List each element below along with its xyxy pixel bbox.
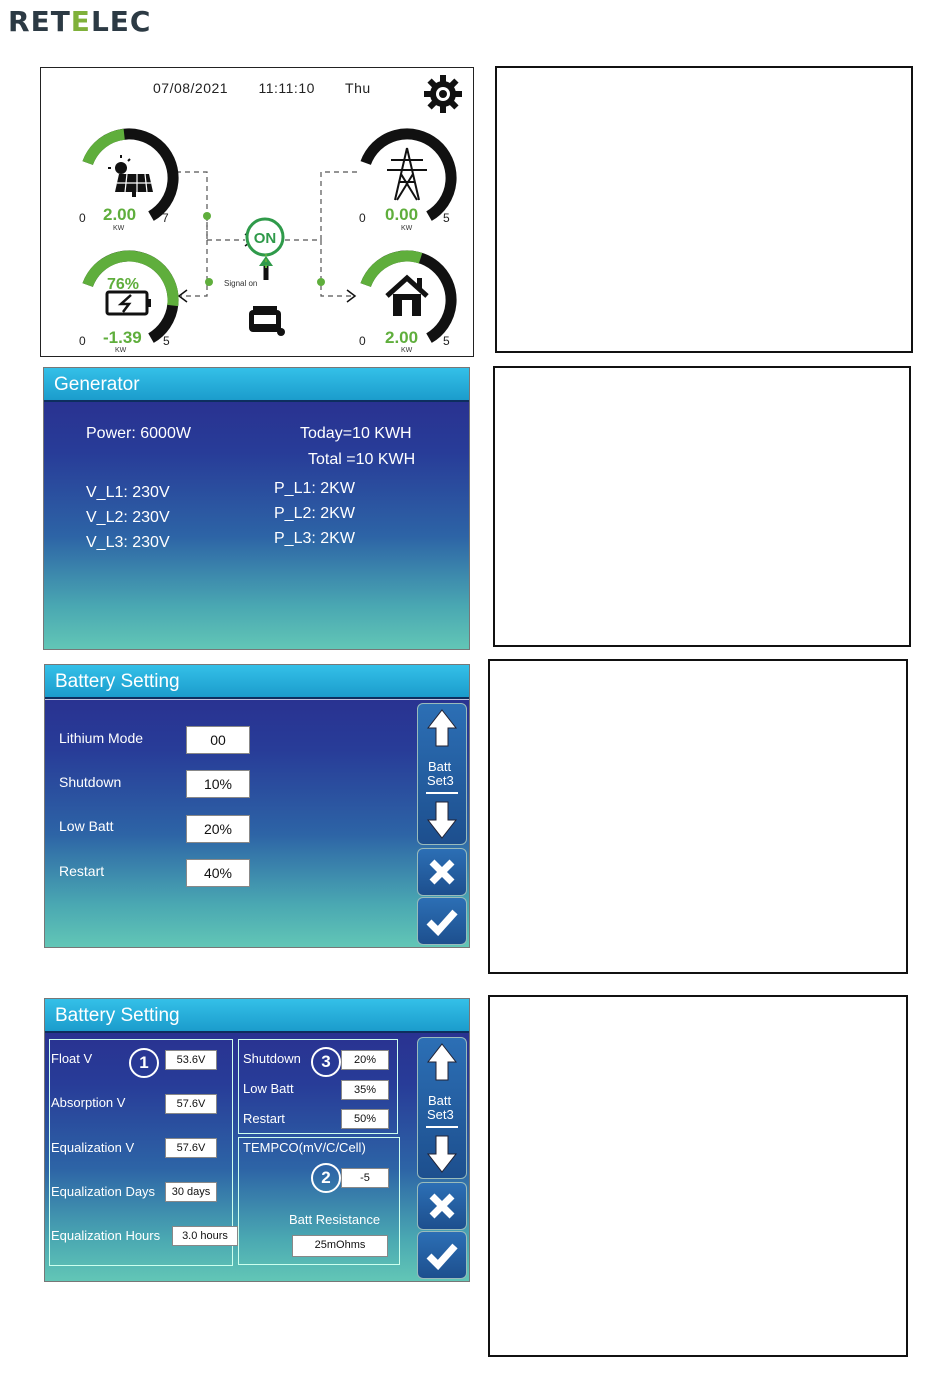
shutdown-label-2: Shutdown: [243, 1051, 301, 1066]
solar-value: 2.00: [103, 205, 137, 224]
solar-unit: KW: [113, 225, 125, 232]
float-v-label: Float V: [51, 1051, 93, 1066]
restart-field[interactable]: 40%: [186, 859, 250, 887]
float-v-field[interactable]: 53.6V: [165, 1050, 217, 1070]
shutdown-field-2[interactable]: 20%: [341, 1050, 389, 1070]
generator-screen: [43, 367, 470, 650]
low-batt-label-2: Low Batt: [243, 1081, 294, 1096]
low-batt-label: Low Batt: [59, 818, 114, 834]
battery-icon: [107, 292, 151, 314]
generator-title: Generator: [44, 368, 469, 402]
battery-setting-screen-2: [44, 998, 470, 1282]
generator-p-l2: P_L2: 2KW: [274, 505, 355, 522]
generator-p-l3: P_L3: 2KW: [274, 530, 355, 547]
solar-min: 0: [79, 211, 86, 225]
load-max: 5: [443, 334, 450, 348]
battery-setting-screen-1: [44, 664, 470, 948]
battery-setting-title-1: Battery Setting: [45, 665, 469, 699]
solar-gauge-fill: [88, 134, 125, 163]
retelec-logo: [8, 4, 151, 38]
generator-v-l1: V_L1: 230V: [86, 484, 170, 501]
up-arrow-icon: [428, 1044, 456, 1080]
gear-icon: [424, 75, 462, 113]
logo-text-r: R: [8, 4, 31, 38]
tempco-field[interactable]: -5: [341, 1168, 389, 1188]
absorption-v-label: Absorption V: [51, 1095, 126, 1110]
transmission-tower-icon: [387, 148, 427, 200]
restart-label-2: Restart: [243, 1111, 285, 1126]
time-text: 11:11:10: [258, 80, 315, 96]
logo-text-e: E: [70, 4, 91, 38]
signal-text: Signal on: [224, 279, 258, 288]
page-nav-group-1: [417, 703, 467, 845]
low-batt-field[interactable]: 20%: [186, 815, 250, 843]
equalization-hours-label: Equalization Hours: [51, 1228, 161, 1243]
cancel-button-2[interactable]: [417, 1182, 467, 1230]
note-box-3: [488, 659, 908, 974]
equalization-hours-field[interactable]: 3.0 hours: [172, 1226, 238, 1246]
date-text: 07/08/2021: [153, 80, 229, 96]
confirm-button-2[interactable]: [417, 1231, 467, 1279]
page-nav-group-2: [417, 1037, 467, 1179]
battery-unit: KW: [115, 347, 127, 354]
logo-text-lec: LEC: [90, 4, 152, 38]
equalization-v-label: Equalization V: [51, 1140, 135, 1155]
page-label-batt-2: Batt: [428, 1093, 452, 1108]
generator-v-l2: V_L2: 230V: [86, 509, 170, 526]
generator-power: Power: 6000W: [86, 425, 191, 442]
home-screen: [40, 67, 474, 357]
solar-panel-icon: [108, 155, 153, 197]
generator-icon: [249, 306, 285, 336]
lithium-mode-label: Lithium Mode: [59, 730, 144, 746]
load-min: 0: [359, 334, 366, 348]
grid-gauge-track: [366, 134, 451, 216]
check-icon: [425, 1240, 459, 1270]
note-box-2: [493, 366, 911, 647]
battery-setting-title-2: Battery Setting: [45, 999, 469, 1033]
shutdown-field[interactable]: 10%: [186, 770, 250, 798]
close-icon: [426, 1190, 458, 1222]
down-arrow-icon: [428, 802, 456, 838]
day-text: Thu: [345, 80, 371, 96]
grid-max: 5: [443, 211, 450, 225]
grid-unit: KW: [401, 225, 413, 232]
equalization-days-field[interactable]: 30 days: [165, 1182, 217, 1202]
grid-value: 0.00: [385, 205, 419, 224]
grid-gauge: [366, 134, 451, 216]
cancel-button-1[interactable]: [417, 848, 467, 896]
batt-resistance-field[interactable]: 25mOhms: [292, 1235, 388, 1257]
battery-min: 0: [79, 334, 86, 348]
note-box-4: [488, 995, 908, 1357]
battery-max: 5: [163, 334, 170, 348]
solar-max: 7: [162, 211, 169, 225]
generator-v-l3: V_L3: 230V: [86, 534, 170, 551]
tempco-label: TEMPCO(mV/C/Cell): [243, 1140, 366, 1155]
lithium-mode-field[interactable]: 00: [186, 726, 250, 754]
absorption-v-field[interactable]: 57.6V: [165, 1094, 217, 1114]
equalization-v-field[interactable]: 57.6V: [165, 1138, 217, 1158]
page-label-set-1: Set3: [427, 773, 454, 788]
batt-resistance-label: Batt Resistance: [289, 1212, 381, 1227]
check-icon: [425, 906, 459, 936]
marker-1: 1: [129, 1048, 159, 1078]
center-on-text: ON: [253, 230, 277, 247]
page-label-batt-1: Batt: [428, 759, 452, 774]
equalization-days-label: Equalization Days: [51, 1184, 156, 1199]
close-icon: [426, 856, 458, 888]
restart-label: Restart: [59, 863, 105, 879]
generator-p-l1: P_L1: 2KW: [274, 480, 355, 497]
battery-soc: 76%: [107, 276, 140, 293]
generator-today: Today=10 KWH: [300, 425, 412, 442]
logo-text-et: ET: [30, 4, 71, 38]
page-label-set-2: Set3: [427, 1107, 454, 1122]
load-unit: KW: [401, 347, 413, 354]
note-box-1: [495, 66, 913, 353]
battery-value: -1.39: [103, 328, 142, 347]
restart-field-2[interactable]: 50%: [341, 1109, 389, 1129]
down-arrow-icon: [428, 1136, 456, 1172]
grid-min: 0: [359, 211, 366, 225]
up-arrow-icon: [428, 710, 456, 746]
marker-3: 3: [311, 1047, 341, 1077]
marker-2: 2: [311, 1163, 341, 1193]
house-icon: [387, 278, 427, 316]
confirm-button-1[interactable]: [417, 897, 467, 945]
shutdown-label: Shutdown: [59, 774, 122, 790]
load-value: 2.00: [385, 328, 419, 347]
generator-total: Total =10 KWH: [308, 451, 416, 468]
low-batt-field-2[interactable]: 35%: [341, 1080, 389, 1100]
